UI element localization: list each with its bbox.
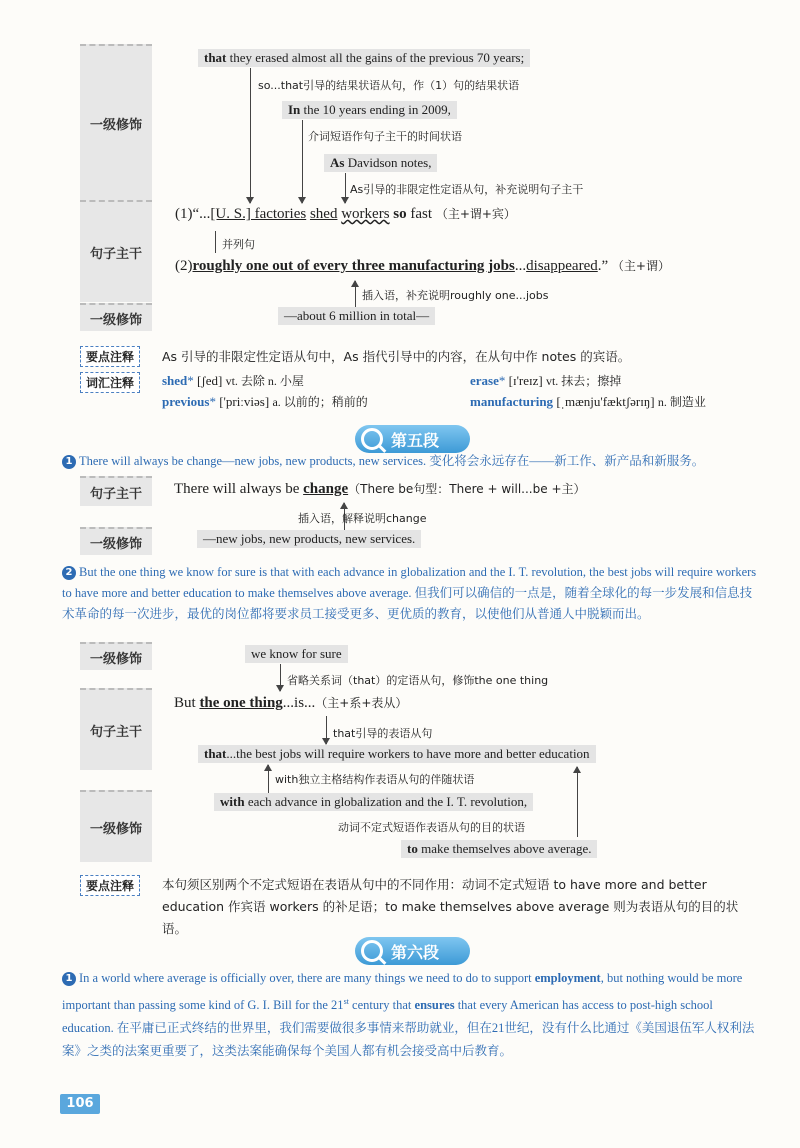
label-main-clause: 句子主干 — [80, 476, 152, 506]
section-heading-5: 第五段 — [355, 425, 470, 453]
page-number: 106 — [60, 1094, 100, 1114]
label-level1-modifier: 一级修饰 — [80, 303, 152, 331]
label-level1-modifier: 一级修饰 — [80, 527, 152, 555]
main-sentence-1: (1)“...[U. S.] factories shed workers so fast （主+谓+宾） — [175, 206, 516, 222]
arrow — [302, 120, 303, 203]
vocab-entry: manufacturing [ˌmænju'fæktʃərɪŋ] n. 制造业 — [470, 394, 706, 409]
note-with: with独立主格结构作表语从句的伴随状语 — [275, 773, 475, 786]
arrow — [326, 716, 327, 744]
label-main-clause: 句子主干 — [80, 688, 152, 770]
label-level1-modifier: 一级修饰 — [80, 790, 152, 862]
label-main-clause: 句子主干 — [80, 200, 152, 302]
arrow — [268, 765, 269, 793]
arrow — [345, 173, 346, 203]
clause-know-pill: we know for sure — [245, 645, 348, 663]
clause-new-pill: —new jobs, new products, new services. — [197, 530, 421, 548]
paragraph-5-2: 2 But the one thing we know for sure is that with each advance in globalization and the I. T. revolution, the best jobs will require workers to have more and better education to make themselves above average. 但我们可以确信的一点是，随着全球化的每一步发展和信息技术革命的每一次进步，最优的岗位都将要求员工接受更多、更优质的教育，以使他们从普通人中脱颖而出。 — [62, 565, 757, 621]
clause-about-pill: —about 6 million in total— — [278, 307, 435, 325]
vocab-entry: shed* [ʃed] vt. 去除 n. 小屋 — [162, 373, 304, 388]
note-insert: 插入语，补充说明roughly one...jobs — [362, 289, 549, 302]
note-so-that: so...that引导的结果状语从句，作（1）句的结果状语 — [258, 79, 520, 92]
key-note-text: 本句须区别两个不定式短语在表语从句中的不同作用：动词不定式短语 to have more and better education 作宾语 workers 的补足语；to make themselves above average 则为表语从句的目的状语。 — [162, 877, 739, 936]
arrow — [250, 68, 251, 203]
main-sentence-p5-2: But the one thing...is...（主+系+表从） — [174, 695, 408, 711]
magnifier-icon — [361, 428, 383, 450]
key-note-text: As 引导的非限定性定语从句中，As 指代引导中的内容，在从句中作 notes 的宾语。 — [162, 349, 631, 364]
note-know: 省略关系词（that）的定语从句，修饰the one thing — [287, 674, 549, 687]
note-that: that引导的表语从句 — [333, 727, 433, 740]
clause-that-pill: that...the best jobs will require workers to have more and better education — [198, 745, 596, 763]
note-infinitive: 动词不定式短语作表语从句的目的状语 — [338, 821, 525, 834]
vocab-entry: previous* ['priːviəs] a. 以前的；稍前的 — [162, 394, 368, 409]
clause-as-pill: As Davidson notes, — [324, 154, 437, 172]
note-in: 介词短语作句子主干的时间状语 — [308, 130, 462, 143]
vocab-entry: erase* [ɪ'reɪz] vt. 抹去；擦掉 — [470, 373, 622, 388]
label-level1-modifier: 一级修饰 — [80, 44, 152, 201]
main-sentence-2: (2)roughly one out of every three manufacturing jobs...disappeared.” （主+谓） — [175, 258, 670, 274]
clause-to-pill: to make themselves above average. — [401, 840, 597, 858]
clause-in-pill: In the 10 years ending in 2009, — [282, 101, 457, 119]
note-insert: 插入语，解释说明change — [298, 512, 427, 525]
magnifier-icon — [361, 940, 383, 962]
section-heading-6: 第六段 — [355, 937, 470, 965]
note-coordinate: 并列句 — [222, 238, 255, 251]
key-note-tag: 要点注释 — [80, 875, 140, 896]
main-sentence-p5-1: There will always be change（There be句型：There + will...be +主） — [174, 481, 586, 497]
clause-with-pill: with each advance in globalization and the I. T. revolution, — [214, 793, 533, 811]
label-level1-modifier: 一级修饰 — [80, 642, 152, 670]
paragraph-6-1: 1 In a world where average is officially over, there are many things we need to do to support employment, but nothing would be more important than passing some kind of G. I. Bill for the 21st century that ensures that every American has access to post-high school education. 在平庸已正式终结的世界里，我们需要做很多事情来帮助就业，但在21世纪，没有什么比通过《美国退伍军人权利法案》之类的法案更重要了，这类法案能确保每个美国人都有机会接受高中后教育。 — [62, 971, 755, 1059]
arrow — [280, 664, 281, 691]
vocab-note-tag: 词汇注释 — [80, 372, 140, 393]
key-note-tag: 要点注释 — [80, 346, 140, 367]
divider — [215, 231, 216, 253]
note-as: As引导的非限定性定语从句，补充说明句子主干 — [350, 183, 584, 196]
paragraph-5-1: 1 There will always be change—new jobs, new products, new services. 变化将会永远存在——新工作、新产品和新服务。 — [62, 451, 762, 472]
arrow — [577, 767, 578, 837]
arrow — [355, 281, 356, 307]
clause-that-pill: that they erased almost all the gains of the previous 70 years; — [198, 49, 530, 67]
